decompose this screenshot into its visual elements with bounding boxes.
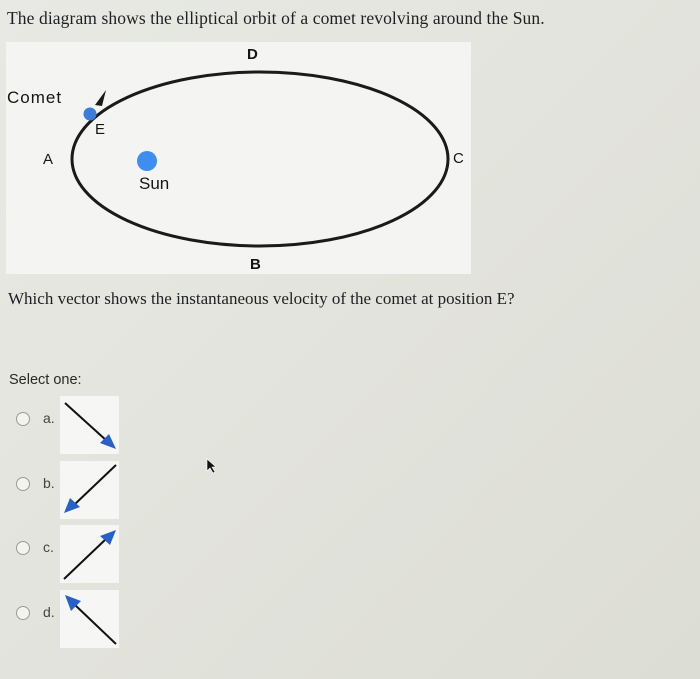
orbit-diagram (6, 42, 471, 274)
mouse-cursor-icon (206, 458, 218, 479)
label-A: A (43, 151, 54, 168)
option-d[interactable] (16, 590, 136, 650)
option-b-label: b. (43, 475, 55, 491)
label-sun: Sun (139, 174, 170, 193)
comet-tail-arrowhead (95, 90, 106, 106)
down-left-arrow-icon (60, 461, 119, 519)
up-right-arrow-icon (60, 525, 119, 583)
radio-d[interactable] (16, 606, 30, 620)
label-B: B (250, 256, 261, 273)
option-d-label: d. (43, 604, 55, 620)
select-one-label: Select one: (9, 372, 82, 388)
label-C: C (453, 150, 464, 167)
orbit-ellipse (72, 72, 448, 246)
option-c[interactable] (16, 525, 136, 585)
option-b[interactable] (16, 461, 136, 521)
radio-c[interactable] (16, 541, 30, 555)
label-E: E (95, 121, 106, 138)
label-D: D (247, 46, 258, 63)
up-left-arrow-icon (60, 590, 119, 648)
sun-circle (137, 151, 157, 171)
orbit-svg (6, 42, 471, 274)
question-text: Which vector shows the instantaneous velocity of the comet at position E? (8, 289, 515, 308)
option-a-label: a. (43, 410, 55, 426)
intro-text: The diagram shows the elliptical orbit of a comet revolving around the Sun. (7, 8, 545, 28)
down-right-arrow-icon (60, 396, 119, 454)
label-comet: Comet (7, 88, 63, 107)
comet-dot (84, 108, 97, 121)
radio-b[interactable] (16, 477, 30, 491)
radio-a[interactable] (16, 412, 30, 426)
option-a[interactable] (16, 396, 136, 456)
option-c-label: c. (43, 539, 54, 555)
